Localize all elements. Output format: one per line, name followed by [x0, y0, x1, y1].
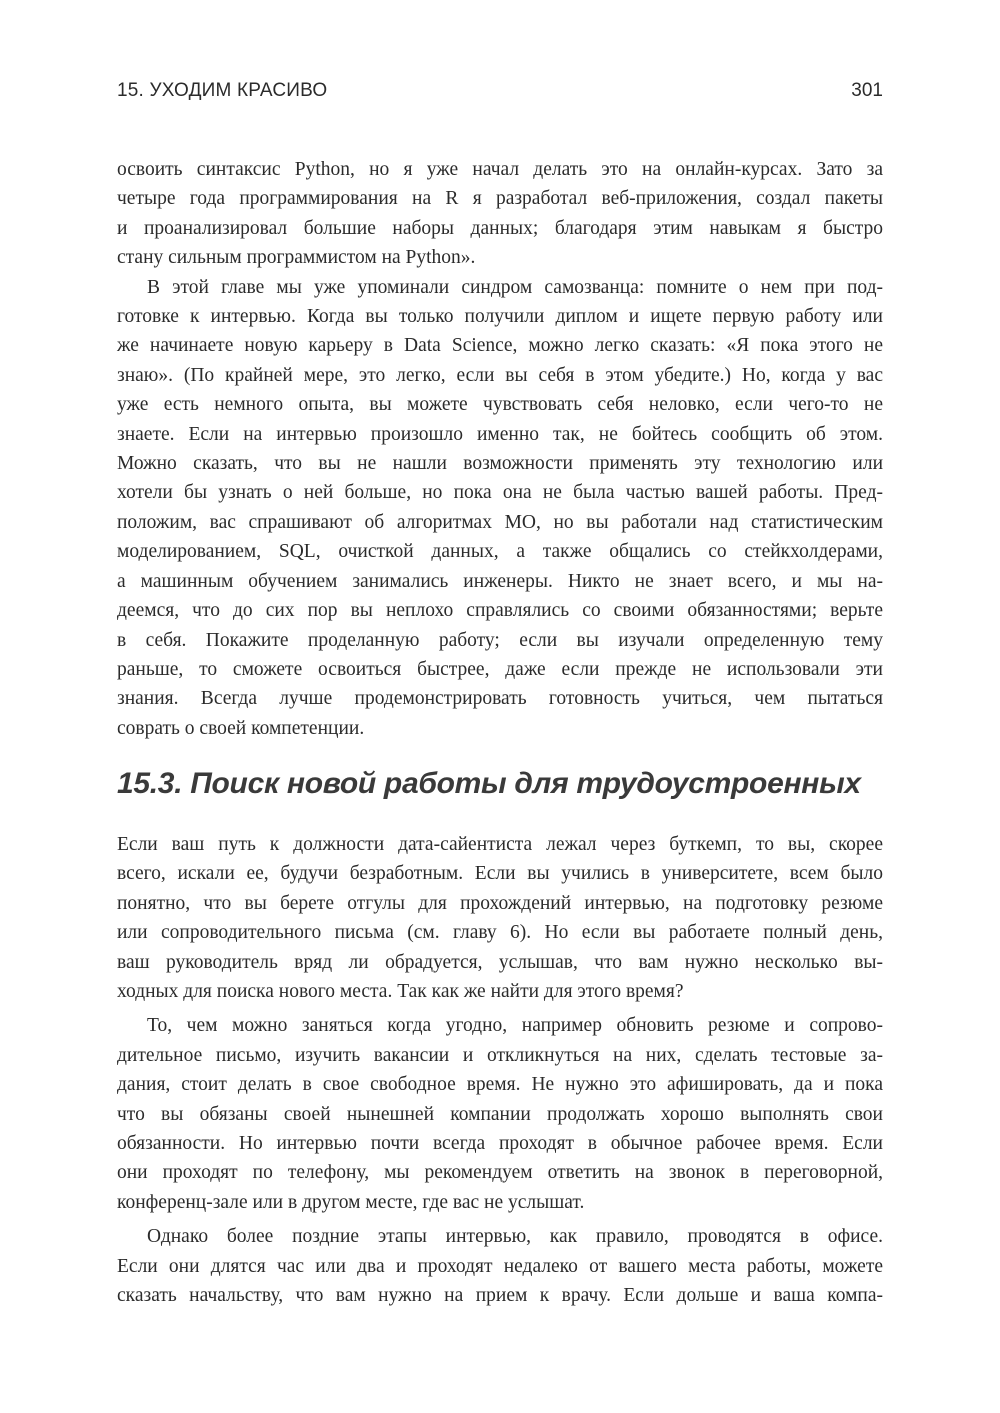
text-line: Можно сказать, что вы не нашли возможности применять эту технологию или [117, 453, 883, 475]
text-line: и проанализировал большие наборы данных; благодаря этим навыкам я быстро [117, 217, 883, 239]
text-line: всего, искали ее, будучи безработным. Если вы учились в университете, всем было [117, 863, 883, 885]
text-line: что вы обязаны своей нынешней компании продолжать хорошо выполнять свои [117, 1103, 883, 1125]
text-line: знаю». (По крайней мере, это легко, если вы себя в этом убедите.) Но, когда у вас [117, 364, 883, 386]
text-line: хотели бы узнать о ней больше, но пока она не была частью вашей работы. Пред- [117, 482, 883, 504]
text-line: же начинаете новую карьеру в Data Science, можно легко сказать: «Я пока этого не [117, 335, 883, 357]
text-line: деемся, что до сих пор вы неплохо справлялись со своими обязанностями; верьте [117, 600, 883, 622]
text-line: освоить синтаксис Python, но я уже начал делать это на онлайн-курсах. Зато за [117, 159, 883, 180]
text-line: соврать о своей компетенции. [117, 717, 365, 739]
paragraph [117, 830, 883, 1006]
text-line: уже есть немного опыта, вы можете чувствовать себя неловко, если чего-то не [117, 394, 883, 416]
chapter-title: 15. УХОДИМ КРАСИВО [117, 80, 328, 101]
text-line: а машинным обучением занимались инженеры. Никто не знает всего, и мы на- [117, 570, 883, 592]
text-line: В этой главе мы уже упоминали синдром самозванца: помните о нем при под- [147, 276, 883, 298]
text-line: они проходят по телефону, мы рекомендуем ответить на звонок в переговорной, [117, 1162, 883, 1184]
paragraph [117, 1222, 883, 1310]
text-line: Однако более поздние этапы интервью, как правило, проводятся в офисе. [147, 1226, 883, 1248]
text-line: дания, стоит делать в свое свободное время. Не нужно это афишировать, да и пока [117, 1074, 883, 1096]
text-line: стану сильным программистом на Python». [117, 247, 476, 269]
body-text-upper [117, 155, 883, 743]
body-text-lower [117, 830, 883, 1311]
text-line: дительное письмо, изучить вакансии и откликнуться на них, сделать тестовые за- [117, 1044, 883, 1066]
text-line: Если они длятся час или два и проходят недалеко от вашего места работы, можете [117, 1255, 883, 1277]
text-line: в себя. Покажите проделанную работу; если вы изучали определенную тему [117, 629, 883, 651]
text-line: готовке к интервью. Когда вы только получили диплом и ищете первую работу или [117, 306, 883, 328]
text-line: конференц-зале или в другом месте, где вас не услышат. [117, 1191, 585, 1213]
text-line: моделированием, SQL, очисткой данных, а также общались со стейкхолдерами, [117, 541, 883, 563]
text-line: раньше, то сможете освоиться быстрее, даже если прежде не использовали эти [117, 658, 883, 680]
section-heading: 15.3. Поиск новой работы для трудоустроенных [117, 767, 861, 800]
text-line: сказать начальству, что вам нужно на прием к врачу. Если дольше и ваша компа- [117, 1285, 883, 1307]
text-line: или сопроводительного письма (см. главу 6). Но если вы работаете полный день, [117, 922, 883, 944]
paragraph [117, 273, 883, 744]
paragraph [117, 155, 883, 273]
text-line: обязанности. Но интервью почти всегда проходят в обычное рабочее время. Если [117, 1133, 883, 1155]
text-line: ходных для поиска нового места. Так как же найти для этого время? [117, 981, 684, 1003]
text-line: понятно, что вы берете отгулы для прохождений интервью, на подготовку резюме [117, 892, 883, 914]
page-number: 301 [851, 80, 883, 101]
text-line: знания. Всегда лучше продемонстрировать готовность учиться, чем пытаться [117, 688, 883, 710]
text-line: ваш руководитель вряд ли обрадуется, услышав, что вам нужно несколько вы- [117, 951, 883, 973]
text-line: То, чем можно заняться когда угодно, например обновить резюме и сопрово- [147, 1015, 883, 1037]
paragraph [117, 1011, 883, 1217]
text-line: Если ваш путь к должности дата-сайентиста лежал через буткемп, то вы, скорее [117, 834, 883, 855]
text-line: знаете. Если на интервью произошло именно так, не бойтесь сообщить об этом. [117, 423, 883, 445]
text-line: четыре года программирования на R я разработал веб-приложения, создал пакеты [117, 188, 883, 210]
text-line: положим, вас спрашивают об алгоритмах МО, но вы работали над статистическим [117, 511, 883, 533]
